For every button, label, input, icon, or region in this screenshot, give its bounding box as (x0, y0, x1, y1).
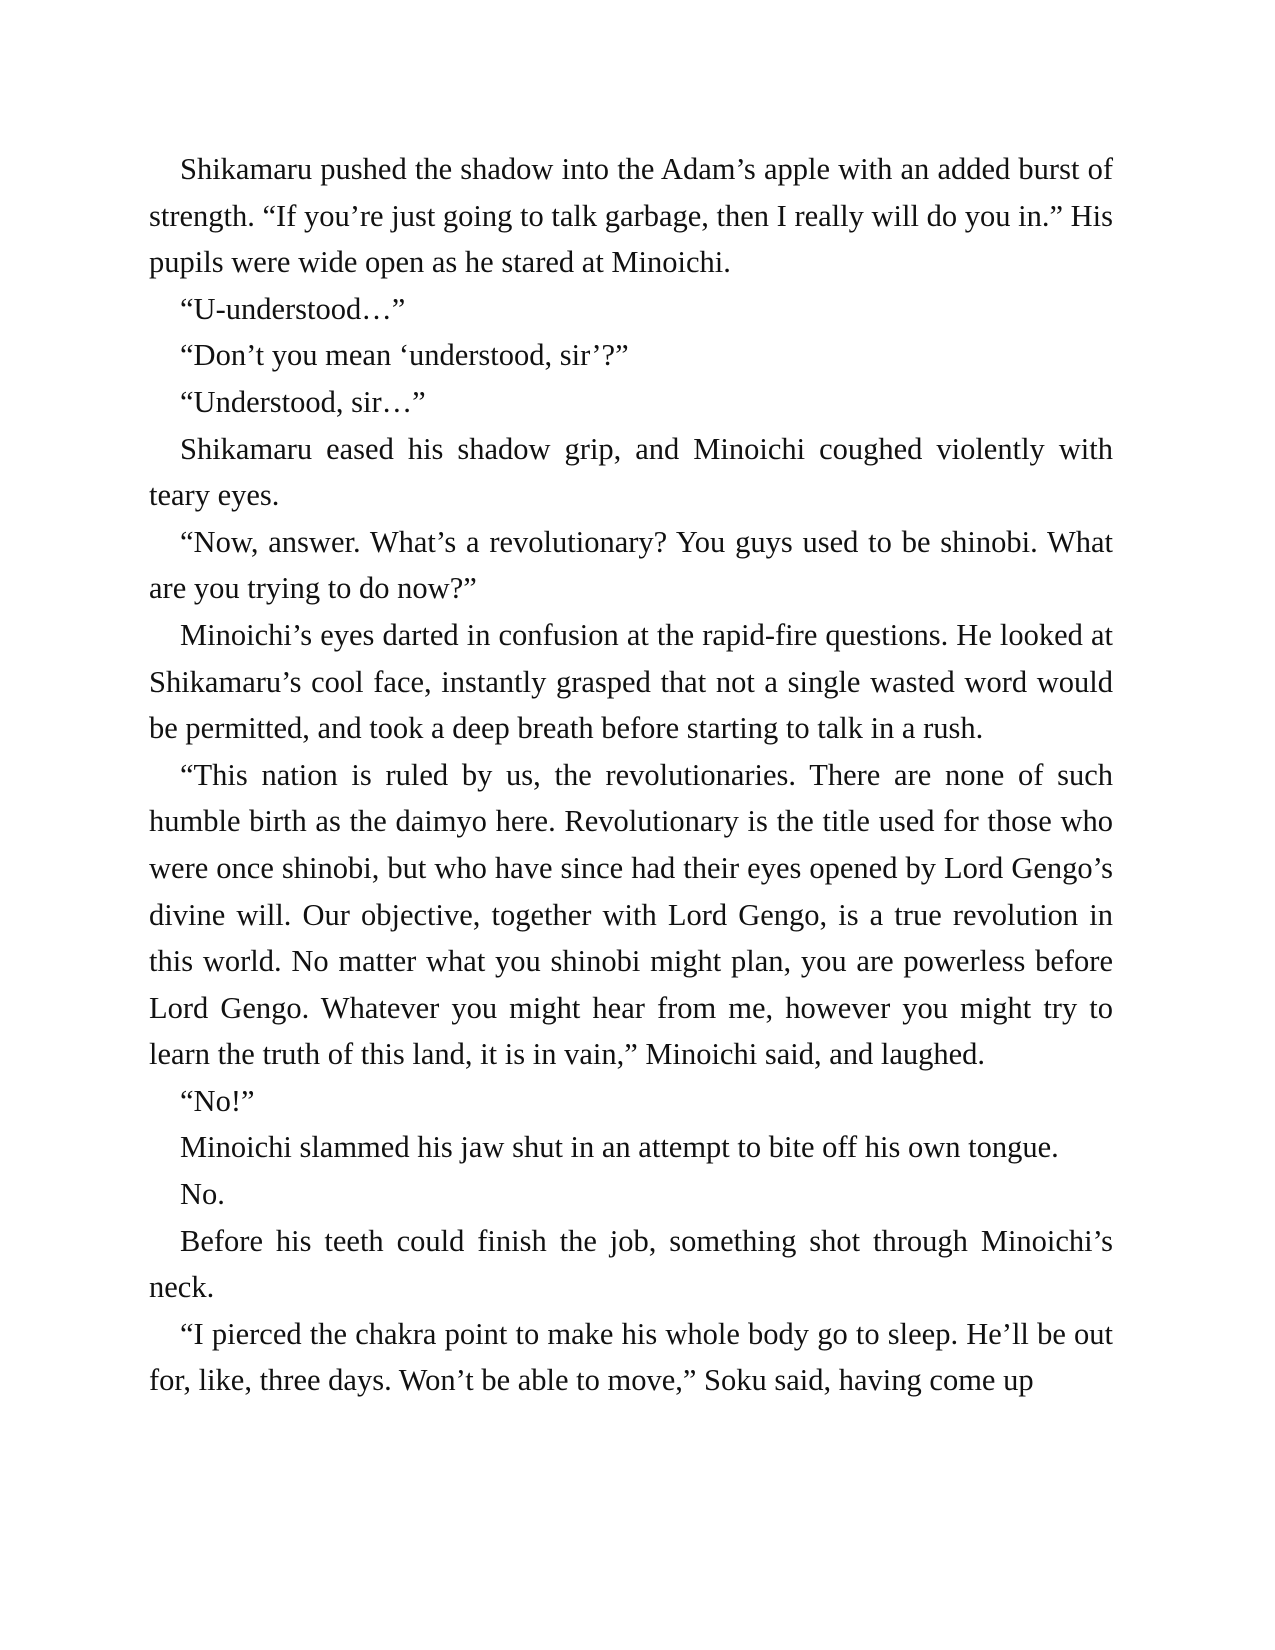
body-text (149, 146, 1113, 1404)
paragraph-3: “Don’t you mean ‘understood, sir’?” (180, 338, 629, 373)
paragraph-5: Shikamaru eased his shadow grip, and Minoichi coughed violently with teary eyes. (149, 431, 1113, 513)
paragraph-2: “U-understood…” (180, 291, 406, 326)
paragraph-1: Shikamaru pushed the shadow into the Adam’s apple with an added burst of strength. “If you’re just going to talk garbage, then I really will do you in.” His pupils were wide open as he stared at Minoichi. (149, 152, 1113, 280)
paragraph-10: Minoichi slammed his jaw shut in an attempt to bite off his own tongue. (180, 1130, 1059, 1165)
paragraph-11: No. (180, 1177, 225, 1212)
paragraph-13: “I pierced the chakra point to make his whole body go to sleep. He’ll be out for, like, three days. Won’t be able to move,” Soku said, having come up (149, 1316, 1113, 1398)
paragraph-8: “This nation is ruled by us, the revolutionaries. There are none of such humble birth as the daimyo here. Revolutionary is the title used for those who were once shinobi, but who have since had their eyes opened by Lord Gengo’s divine will. Our objective, together with Lord Gengo, is a true revolution in this world. No matter what you shinobi might plan, you are powerless before Lord Gengo. Whatever you might hear from me, however you might try to learn the truth of this land, it is in vain,” Minoichi said, and laughed. (149, 757, 1113, 1072)
paragraph-12: Before his teeth could finish the job, something shot through Minoichi’s neck. (149, 1223, 1113, 1305)
paragraph-7: Minoichi’s eyes darted in confusion at the rapid-fire questions. He looked at Shikamaru’s cool face, instantly grasped that not a single wasted word would be permitted, and took a deep breath before starting to talk in a rush. (149, 617, 1113, 746)
paragraph-9: “No!” (180, 1083, 255, 1118)
paragraph-6: “Now, answer. What’s a revolutionary? You guys used to be shinobi. What are you trying to do now?” (149, 524, 1113, 606)
paragraph-4: “Understood, sir…” (180, 384, 426, 419)
